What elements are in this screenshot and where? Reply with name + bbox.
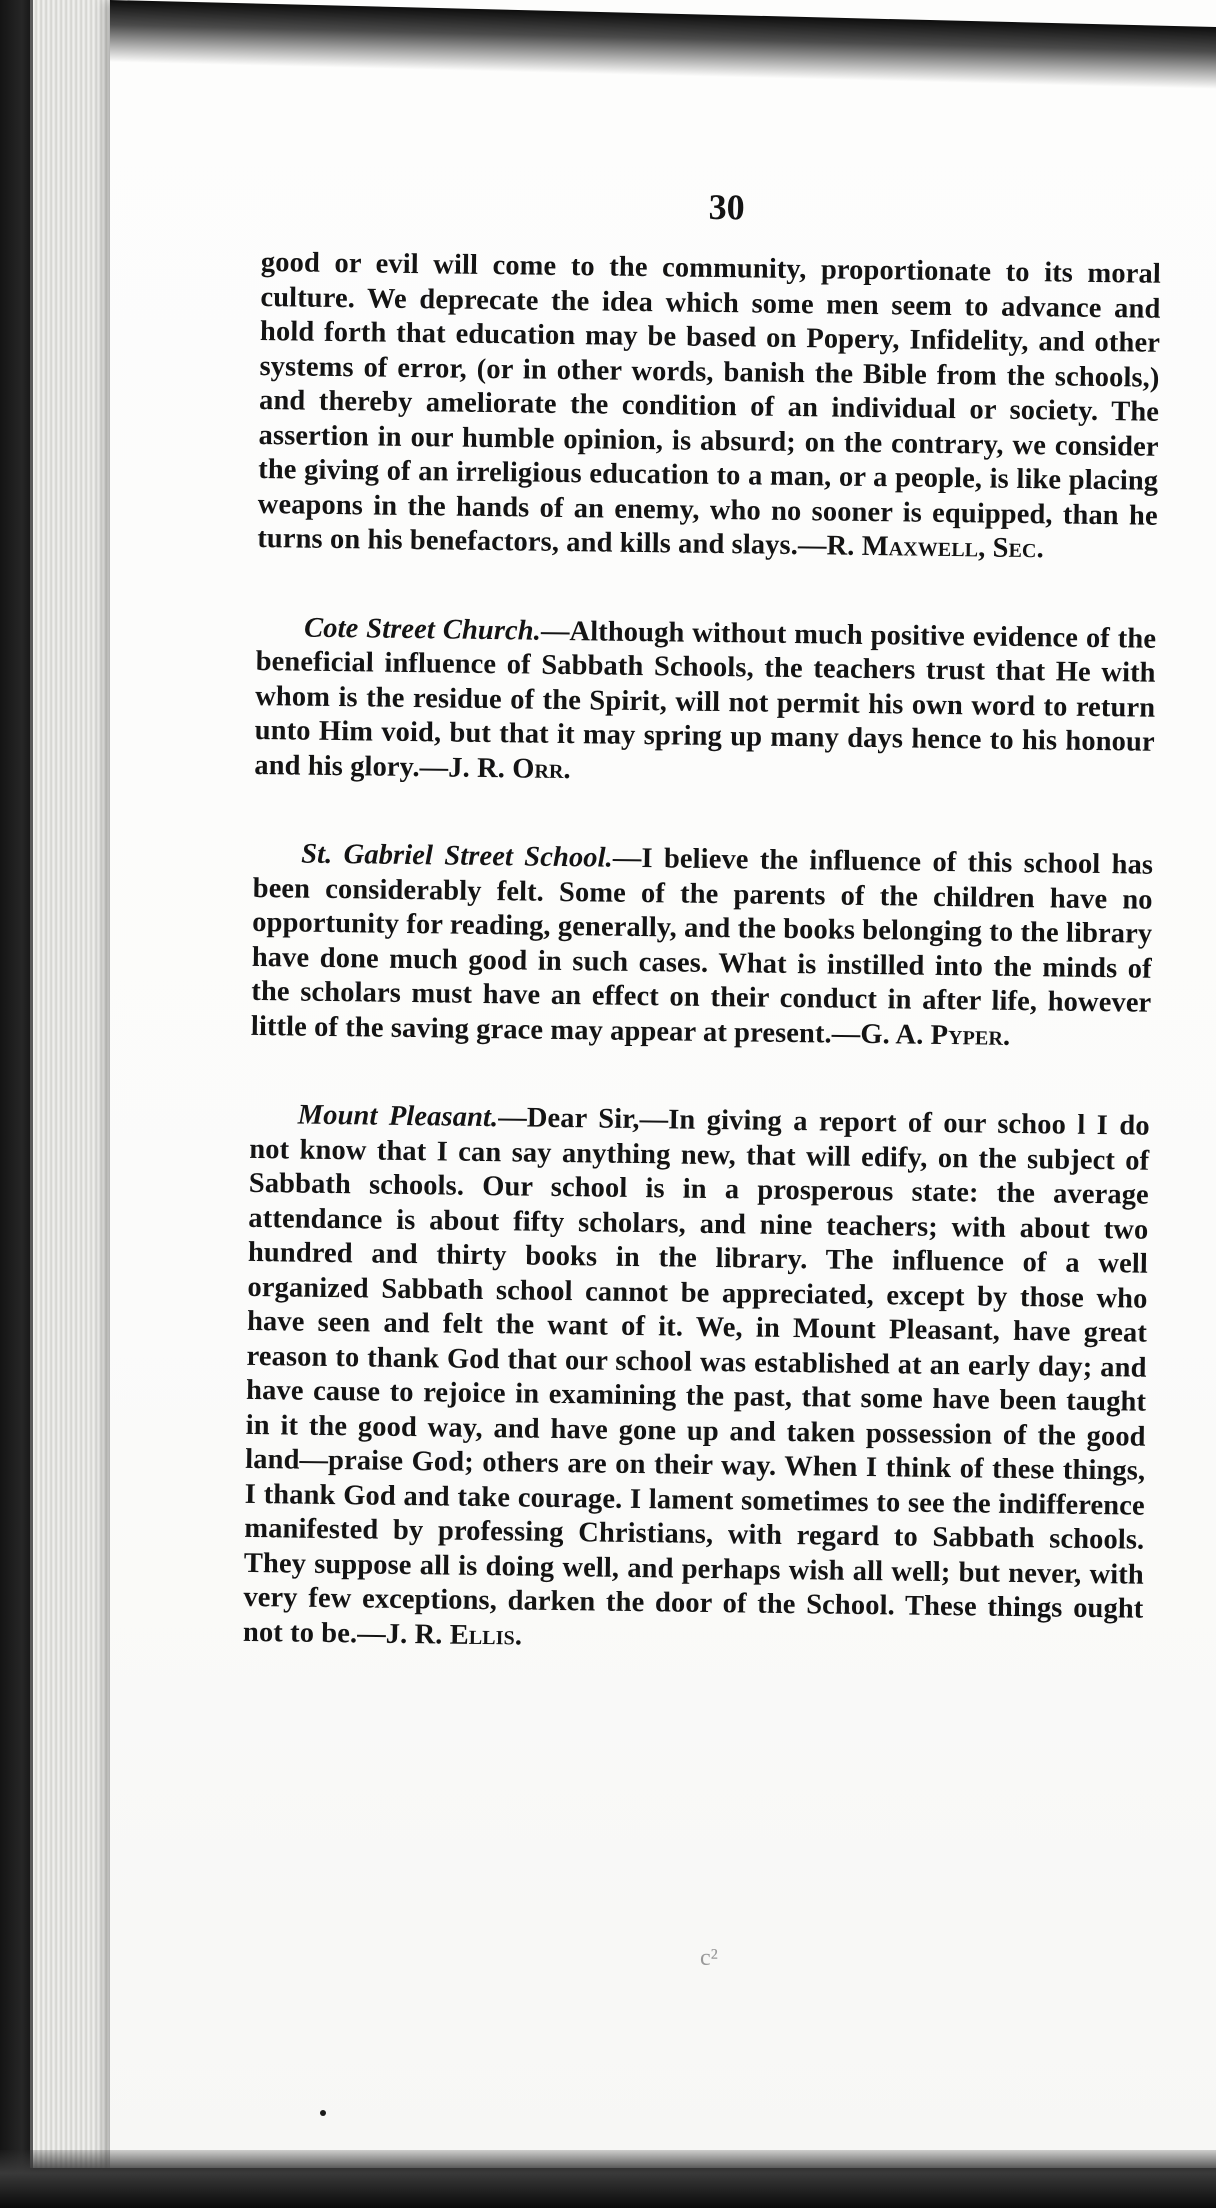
book-page-edges <box>30 0 119 2168</box>
ink-dot <box>320 2110 326 2116</box>
paragraph-signature: J. R. Ellis. <box>385 1618 523 1652</box>
bottom-binding-shadow <box>0 2150 1216 2208</box>
paragraph-body: —Dear Sir,—In giving a report of our schoo l I do not know that I can say anything new, that will edify, on the subject of Sabbath schools. Our school is in a prosperous state: the average attendance is about fifty scholars, and nine teachers; with about two hundred and thirty books in the library. The influence of a well organized Sabbath school cannot be appreciated, except by those who have seen and felt the want of it. We, in Mount Pleasant, have great reason to thank God that our school was established at an early day; and have cause to rejoice in examining the past, that some have been taught in it the good way, and have gone up and taken possession of the good land—praise God; others are on their way. When I think of these things, I thank God and take courage. I lament sometimes to see the indifference manifested by professing Christians, with regard to Sabbath schools. They suppose all is doing well, and perhaps wish all well; but never, with very few exceptions, darken the door of the School. These things ought not to be.— <box>242 1102 1150 1650</box>
paragraph-signature: J. R. Orr. <box>448 751 571 785</box>
paragraph-maxwell <box>257 246 1161 568</box>
signature-mark: c² <box>700 1945 718 1971</box>
paragraph-body: good or evil will come to the community, proportionate to its moral culture. We deprecate the idea which some men seem to advance and hold forth that education may be based on Popery, Infidelity, and other systems of error, (or in other words, banish the Bible from the schools,) and thereby ameliorate the condition of an individual or society. The assertion in our humble opinion, is absurd; on the contrary, we consider the giving of an irreligious education to a man, or a people, is like placing weapons in the hands of an enemy, who no sooner is equipped, than he turns on his benefactors, and kills and slays.— <box>257 246 1162 562</box>
page-number: 30 <box>708 186 745 228</box>
paragraph-signature: R. Maxwell, Sec. <box>826 530 1044 565</box>
section-heading: St. Gabriel Street School. <box>300 838 614 874</box>
paragraph-mount-pleasant <box>243 1098 1150 1662</box>
paragraph-cote-street-church <box>254 610 1156 794</box>
paragraph-signature: G. A. Pyper. <box>860 1018 1011 1052</box>
section-heading: Cote Street Church. <box>303 612 542 647</box>
page-text-block <box>242 180 1162 1716</box>
paragraph-st-gabriel-street-school <box>251 837 1154 1056</box>
paragraph-body: —Although without much positive evidence of the beneficial influence of Sabbath Schools, the teachers trust that He with whom is the residue of the Spirit, will not permit his own word to return unto Him void, but that it may spring up many days hence to his honour and his glory.— <box>254 615 1157 783</box>
section-heading: Mount Pleasant. <box>297 1099 499 1134</box>
paragraph-body: —I believe the influence of this school has been considerably felt. Some of the parents of the children have no opportunity for reading, generally, and the books belonging to the library have done much good in such cases. What is instilled into the minds of the scholars must have an effect on their conduct in after life, however little of the saving grace may appear at present.— <box>250 842 1154 1050</box>
